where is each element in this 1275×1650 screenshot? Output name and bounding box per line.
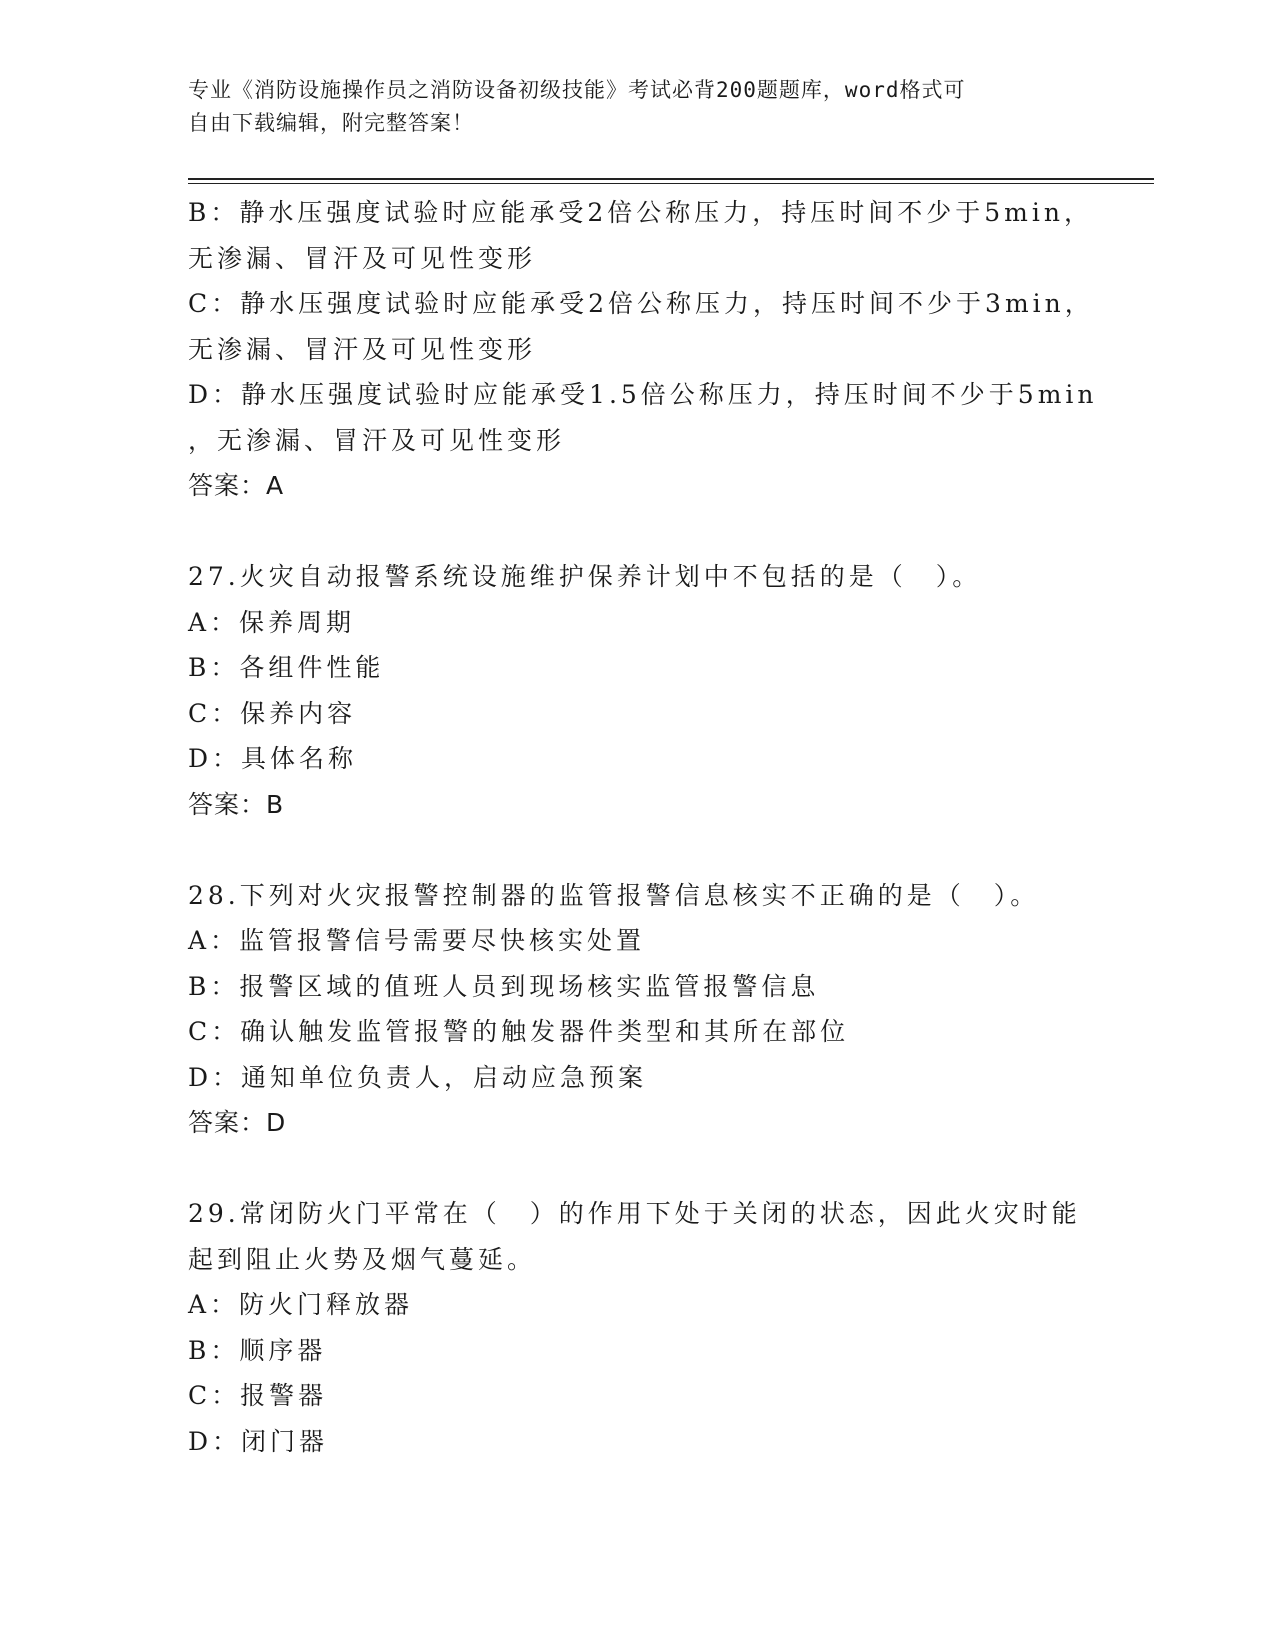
q29-option-c: C：报警器 — [188, 1381, 328, 1410]
spacer — [188, 1146, 1088, 1192]
question-list — [188, 190, 1098, 1464]
question-29 — [188, 1191, 1088, 1464]
q29-question-line-2: 起到阻止火势及烟气蔓延。 — [188, 1244, 537, 1274]
q27-option-b: B：各组件性能 — [188, 653, 385, 682]
q27-answer: 答案：B — [188, 789, 285, 819]
q26-option-b-line-1: B：静水压强度试验时应能承受2倍公称压力，持压时间不少于5min， — [188, 198, 1093, 227]
spacer — [188, 827, 1088, 873]
q28-answer: 答案：D — [188, 1108, 287, 1137]
header-title-line-2: 自由下载编辑，附完整答案！ — [188, 111, 474, 135]
q27-option-c: C：保养内容 — [188, 698, 357, 728]
q26-option-b-line-2: 无渗漏、冒汗及可见性变形 — [188, 243, 537, 273]
q28-option-d: D：通知单位负责人，启动应急预案 — [188, 1062, 648, 1092]
q26-option-c-line-2: 无渗漏、冒汗及可见性变形 — [188, 334, 537, 364]
q27-option-d: D：具体名称 — [188, 744, 358, 773]
q27-option-a: A：保养周期 — [188, 607, 356, 637]
q28-option-a: A：监管报警信号需要尽快核实处置 — [188, 926, 646, 955]
question-26-continued — [188, 190, 1098, 509]
q29-option-a: A：防火门释放器 — [188, 1290, 414, 1319]
header-title-line-1: 专业《消防设施操作员之消防设备初级技能》考试必背200题题库，word格式可 — [188, 78, 966, 102]
q26-option-d-line-2: ，无渗漏、冒汗及可见性变形 — [188, 425, 566, 455]
q29-option-b: B：顺序器 — [188, 1335, 327, 1365]
q28-question-text: 28.下列对火灾报警控制器的监管报警信息核实不正确的是（ ）。 — [188, 880, 1040, 910]
document-header — [188, 74, 1088, 140]
header-divider-thin — [188, 183, 1154, 184]
q29-question-line-1: 29.常闭防火门平常在（ ）的作用下处于关闭的状态，因此火灾时能 — [188, 1199, 1081, 1228]
question-27 — [188, 554, 1088, 827]
q27-question-text: 27.火灾自动报警系统设施维护保养计划中不包括的是（ ）。 — [188, 562, 982, 591]
q26-option-c-line-1: C：静水压强度试验时应能承受2倍公称压力，持压时间不少于3min， — [188, 289, 1094, 318]
q26-option-d-line-1: D：静水压强度试验时应能承受1.5倍公称压力，持压时间不少于5min — [188, 380, 1098, 409]
q29-option-d: D：闭门器 — [188, 1426, 329, 1456]
spacer — [188, 509, 1088, 555]
q26-answer: 答案：A — [188, 471, 285, 500]
header-divider-thick — [188, 178, 1154, 180]
q28-option-b: B：报警区域的值班人员到现场核实监管报警信息 — [188, 971, 820, 1001]
question-28 — [188, 873, 1088, 1146]
q28-option-c: C：确认触发监管报警的触发器件类型和其所在部位 — [188, 1017, 850, 1046]
